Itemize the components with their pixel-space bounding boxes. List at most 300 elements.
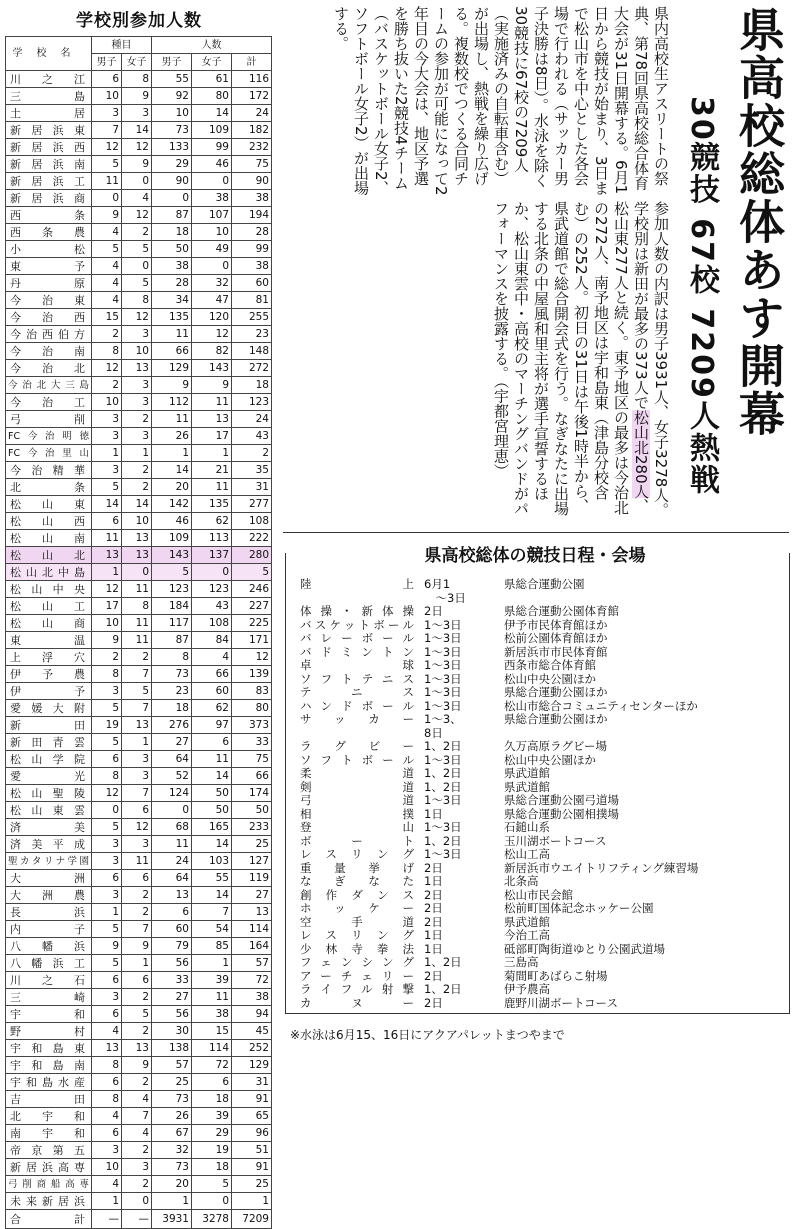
count-cell: 57 [152, 1057, 192, 1074]
count-cell: 4 [122, 1125, 152, 1142]
count-cell: 46 [192, 156, 232, 173]
count-cell: 10 [192, 224, 232, 241]
table-row [6, 1057, 272, 1074]
count-cell: 6 [92, 1125, 122, 1142]
schedule-item [300, 943, 780, 957]
count-cell: 19 [192, 1142, 232, 1159]
count-cell: 14 [192, 105, 232, 122]
count-cell: 99 [192, 139, 232, 156]
count-cell: 67 [152, 1125, 192, 1142]
school-name-cell: 川之石 [6, 972, 92, 989]
count-cell: 24 [152, 853, 192, 870]
school-name-cell: 新居浜南 [6, 156, 92, 173]
count-cell: 3 [92, 683, 122, 700]
schedule-dates: 1～3日 [424, 685, 462, 699]
count-cell: 2 [122, 1023, 152, 1040]
schedule-dates: 2日 [424, 995, 443, 1010]
count-cell: 0 [192, 564, 232, 581]
schedule-dates: 1、2日 [424, 779, 462, 794]
count-cell: 10 [92, 394, 122, 411]
count-cell: 4 [122, 190, 152, 207]
article-body-bottom [281, 201, 671, 521]
count-cell: 10 [92, 615, 122, 632]
count-cell: 23 [232, 326, 272, 343]
count-cell: 29 [192, 1125, 232, 1142]
header-school: 学校名 [6, 37, 92, 71]
count-cell: 32 [152, 1142, 192, 1159]
count-cell: 5 [92, 921, 122, 938]
count-cell: 182 [232, 122, 272, 139]
count-cell: 38 [232, 258, 272, 275]
count-cell: 8 [92, 1057, 122, 1074]
count-cell: 8 [152, 649, 192, 666]
school-name-cell: 宇和 [6, 1006, 92, 1023]
schedule-item [300, 916, 780, 930]
count-cell: 123 [192, 581, 232, 598]
count-cell: 7 [92, 122, 122, 139]
schedule-item [300, 835, 780, 849]
count-cell: 14 [192, 768, 232, 785]
count-cell: 2 [122, 479, 152, 496]
table-row [6, 122, 272, 139]
count-cell: 246 [232, 581, 272, 598]
count-cell: 14 [122, 496, 152, 513]
table-row [6, 1023, 272, 1040]
schedule-venue: 玉川湖ボートコース [504, 833, 607, 848]
schedule-sport: ラグビー [300, 739, 414, 753]
school-name-cell: FC今治里山 [6, 445, 92, 462]
article-body-top: 県内高校生アスリートの祭典、第78回県高校総合体育大会が31日開幕する。6月1日から競技が始まり、3日まで松山市を中心とした各会場で行われる（サッカー男子決勝は8日）。水泳を除く30競技に67校の7209人（実施済みの自転車含む）が出場し、熱戦を繰り広げる。複数校でつくる合同チームの参加が可能になって2年目の今大会は、地区予選を勝ち抜いた2競技4チーム（バスケットボール女子2、ソフトボール女子2）が出場する。 [332, 6, 670, 196]
schedule-item [300, 929, 780, 943]
count-cell: 12 [122, 207, 152, 224]
schedule-sport: ライフル射撃 [300, 982, 414, 996]
schedule-venue: 菊間町あばらこ射場 [504, 968, 608, 983]
schedule-sport: 剣道 [300, 779, 414, 794]
count-cell: 80 [192, 88, 232, 105]
school-name-cell: 新居浜西 [6, 139, 92, 156]
schedule-item [300, 619, 780, 633]
count-cell: 13 [122, 717, 152, 734]
count-cell: 164 [232, 938, 272, 955]
schedule-item [300, 956, 780, 970]
header-people-girls: 女子 [192, 54, 232, 71]
schedule-dates: 1～3日 [424, 752, 462, 767]
table-row [6, 1108, 272, 1125]
count-cell: 23 [152, 683, 192, 700]
count-cell: 127 [232, 853, 272, 870]
count-cell: 5 [122, 275, 152, 292]
count-cell: 99 [232, 241, 272, 258]
count-cell: 165 [192, 819, 232, 836]
count-cell: 5 [122, 683, 152, 700]
count-cell: 135 [192, 496, 232, 513]
count-cell: 10 [122, 513, 152, 530]
schedule-venue: 北条高 [504, 874, 539, 888]
count-cell: 2 [122, 224, 152, 241]
school-name-cell: 今治北 [6, 360, 92, 377]
schedule-item [300, 578, 780, 605]
count-cell: 27 [152, 734, 192, 751]
count-cell: 233 [232, 819, 272, 836]
count-cell: 14 [92, 496, 122, 513]
school-name-cell: 松山東 [6, 496, 92, 513]
count-cell: 2 [122, 887, 152, 904]
count-cell: 184 [152, 598, 192, 615]
school-name-cell: 上浮穴 [6, 649, 92, 666]
school-name-cell: 済美 [6, 819, 92, 836]
count-cell: 9 [92, 632, 122, 649]
count-cell: 2 [122, 1176, 152, 1193]
table-row [6, 751, 272, 768]
table-row [6, 190, 272, 207]
count-cell: 39 [192, 972, 232, 989]
count-cell: 33 [152, 972, 192, 989]
count-cell: 72 [232, 972, 272, 989]
school-name-cell: 松山南 [6, 530, 92, 547]
count-cell: 194 [232, 207, 272, 224]
article-body-text: 、松山東277人と続く。東予地区の最多は今治北の272人、南予地区は宇和島東（津島分校含む）の252人。初日の31日は午後1時半から、県武道館で総合開会式を行う。なぎなたに出場する北条の中屋風和里主将が選手宣誓するほか、松山東雲中・高校のマーチングバンドがパフォーマンスを披露する。（宇都宮理恵） [492, 201, 650, 516]
table-row [6, 972, 272, 989]
count-cell: 0 [152, 190, 192, 207]
header-events-boys: 男子 [92, 54, 122, 71]
count-cell: 5 [192, 1176, 232, 1193]
count-cell: 11 [122, 615, 152, 632]
schedule-venue: 西条市総合体育館 [504, 658, 596, 672]
table-row [6, 1040, 272, 1057]
schedule-venue: 三島高 [504, 955, 539, 969]
schedule-sport: 創作ダンス [300, 887, 414, 902]
schedule-sport: なぎなた [300, 874, 414, 888]
count-cell: 9 [122, 88, 152, 105]
schedule-dates: 2日 [424, 887, 443, 902]
count-cell: 114 [232, 921, 272, 938]
schedule-item [300, 848, 780, 862]
count-cell: 11 [122, 581, 152, 598]
schedule-venue: 伊予市民体育館ほか [504, 617, 608, 632]
table-row [6, 717, 272, 734]
count-cell: 28 [232, 224, 272, 241]
count-cell: 107 [192, 207, 232, 224]
count-cell: 96 [232, 1125, 272, 1142]
count-cell: 3 [92, 887, 122, 904]
schedule-item [300, 605, 780, 619]
count-cell: 109 [192, 122, 232, 139]
count-cell: 123 [152, 581, 192, 598]
count-cell: 75 [232, 156, 272, 173]
school-name-cell: 宇和島南 [6, 1057, 92, 1074]
schedule-item [300, 767, 780, 781]
count-cell: 11 [152, 836, 192, 853]
count-cell: 15 [192, 1023, 232, 1040]
count-cell: 6 [92, 71, 122, 88]
count-cell: 120 [192, 309, 232, 326]
school-name-cell: 大洲 [6, 870, 92, 887]
table-row [6, 700, 272, 717]
count-cell: 4 [92, 292, 122, 309]
schedule-sport: 陸上 [300, 577, 414, 591]
count-cell: 4 [92, 224, 122, 241]
count-cell: 66 [192, 666, 232, 683]
count-cell: 0 [92, 802, 122, 819]
headline: 県高校総体あす開幕 [732, 6, 786, 438]
schedule-venue: 鹿野川湖ボートコース [504, 995, 618, 1010]
table-row [6, 836, 272, 853]
table-row [6, 343, 272, 360]
table-row [6, 241, 272, 258]
highlighted-text: 松山北280人 [632, 409, 650, 499]
count-cell: 12 [122, 139, 152, 156]
schedule-sport: 柔道 [300, 766, 414, 780]
school-name-cell: 弓削 [6, 411, 92, 428]
count-cell: 10 [92, 88, 122, 105]
table-row [6, 292, 272, 309]
count-cell: 13 [122, 360, 152, 377]
table-row [6, 428, 272, 445]
school-name-cell: 吉田 [6, 1091, 92, 1108]
schedule-sport: ソフトボール [300, 752, 414, 767]
schedule-sport: バスケットボール [300, 617, 414, 632]
count-cell: 123 [232, 394, 272, 411]
count-cell: 29 [152, 156, 192, 173]
count-cell: 9 [92, 938, 122, 955]
count-cell: — [92, 1210, 122, 1229]
count-cell: 26 [152, 1108, 192, 1125]
count-cell: 85 [192, 938, 232, 955]
count-cell: 2 [122, 462, 152, 479]
count-cell: 12 [92, 785, 122, 802]
table-row [6, 938, 272, 955]
schedule-sport: アーチェリー [300, 968, 414, 983]
count-cell: 0 [192, 258, 232, 275]
school-name-cell: 新田 [6, 717, 92, 734]
count-cell: 3 [92, 428, 122, 445]
count-cell: 61 [192, 71, 232, 88]
count-cell: 90 [152, 173, 192, 190]
count-cell: 25 [232, 836, 272, 853]
count-cell: 73 [152, 1159, 192, 1176]
count-cell: 373 [232, 717, 272, 734]
count-cell: 3 [122, 377, 152, 394]
count-cell: 2 [92, 649, 122, 666]
schedule-item [300, 821, 780, 835]
table-row [6, 173, 272, 190]
school-name-cell: 松山北中島 [6, 564, 92, 581]
table-row [6, 887, 272, 904]
table-row [6, 734, 272, 751]
school-name-cell: 松山学院 [6, 751, 92, 768]
count-cell: 45 [232, 1023, 272, 1040]
count-cell: 3 [92, 836, 122, 853]
count-cell: 0 [122, 258, 152, 275]
school-name-cell: 今治精華 [6, 462, 92, 479]
count-cell: 4 [92, 275, 122, 292]
count-cell: 38 [192, 1006, 232, 1023]
count-cell: 87 [152, 632, 192, 649]
count-cell: 11 [192, 479, 232, 496]
schedule-sport: バドミントン [300, 644, 414, 659]
table-row [6, 683, 272, 700]
count-cell: 7 [122, 666, 152, 683]
schedule-dates: 1、2日 [424, 766, 462, 780]
count-cell: 7 [192, 904, 232, 921]
count-cell: 91 [232, 1159, 272, 1176]
count-cell: 10 [152, 105, 192, 122]
schedule-venue: 松前公園体育館ほか [504, 631, 608, 645]
school-name-cell: 済美平成 [6, 836, 92, 853]
schedule-dates: 1～3日 [424, 793, 462, 807]
table-row [6, 496, 272, 513]
count-cell: 56 [152, 1006, 192, 1023]
count-cell: 135 [152, 309, 192, 326]
table-row [6, 989, 272, 1006]
schedule-dates: 6月1 ～3日 [424, 577, 466, 605]
count-cell: 8 [122, 71, 152, 88]
count-cell: 114 [192, 1040, 232, 1057]
schedule-venue: 伊予農高 [504, 982, 550, 996]
count-cell: 1 [92, 904, 122, 921]
count-cell: 11 [92, 173, 122, 190]
table-row [6, 394, 272, 411]
table-row [6, 88, 272, 105]
count-cell: 34 [152, 292, 192, 309]
count-cell: 13 [122, 530, 152, 547]
table-row [6, 853, 272, 870]
schedule-dates: 1～3日 [424, 698, 462, 713]
count-cell: 82 [192, 343, 232, 360]
count-cell: 38 [192, 190, 232, 207]
schedule-venue: 県総合運動公園ほか [504, 685, 608, 699]
count-cell: 21 [192, 462, 232, 479]
count-cell: 75 [232, 751, 272, 768]
count-cell: 2 [92, 377, 122, 394]
school-name-cell: 東温 [6, 632, 92, 649]
schedule-dates: 1日 [424, 806, 443, 821]
count-cell: 19 [92, 717, 122, 734]
count-cell: 66 [232, 768, 272, 785]
count-cell: 1 [92, 445, 122, 462]
count-cell: 3 [122, 394, 152, 411]
count-cell: 9 [152, 377, 192, 394]
count-cell: 3 [92, 105, 122, 122]
count-cell: 4 [92, 1176, 122, 1193]
schedule-item [300, 673, 780, 687]
table-row [6, 326, 272, 343]
school-name-cell: 未来新居浜 [6, 1193, 92, 1210]
count-cell: 276 [152, 717, 192, 734]
table-row [6, 207, 272, 224]
count-cell: 20 [152, 1176, 192, 1193]
count-cell: 6 [92, 751, 122, 768]
count-cell: 6 [122, 972, 152, 989]
schedule-item [300, 646, 780, 660]
count-cell: 13 [232, 904, 272, 921]
school-name-cell: 今治北大三島 [6, 377, 92, 394]
schedule-item [300, 700, 780, 714]
schedule-title [300, 541, 770, 566]
count-cell: 12 [122, 819, 152, 836]
count-cell: 7 [122, 785, 152, 802]
count-cell: 4 [92, 1108, 122, 1125]
schedule-dates: 1、2日 [424, 833, 462, 848]
count-cell: 3 [122, 428, 152, 445]
count-cell: 113 [192, 530, 232, 547]
school-name-cell: 西条 [6, 207, 92, 224]
schedule-sport: 重量挙げ [300, 860, 414, 875]
schedule-dates: 1～3日 [424, 644, 462, 659]
table-row [6, 139, 272, 156]
count-cell: 4 [192, 649, 232, 666]
school-name-cell: 内子 [6, 921, 92, 938]
school-name-cell: 丹原 [6, 275, 92, 292]
count-cell: 0 [92, 190, 122, 207]
schedule-item [300, 997, 780, 1011]
school-name-cell: 東予 [6, 258, 92, 275]
school-name-cell: 伊予農 [6, 666, 92, 683]
school-name-cell: 松山工 [6, 598, 92, 615]
count-cell: 5 [92, 700, 122, 717]
table-row [6, 360, 272, 377]
table-row [6, 1074, 272, 1091]
count-cell: 73 [152, 122, 192, 139]
school-name-cell: 新田青雲 [6, 734, 92, 751]
count-cell: 6 [92, 1074, 122, 1091]
schedule-list [300, 578, 780, 1010]
count-cell: 55 [192, 870, 232, 887]
schedule-venue: 石鎚山系 [504, 820, 550, 834]
count-cell: 91 [232, 1091, 272, 1108]
count-cell: 5 [122, 241, 152, 258]
count-cell: 83 [232, 683, 272, 700]
count-cell: 124 [152, 785, 192, 802]
schedule-venue: 松山市総合コミュニティセンターほか [504, 698, 698, 713]
schedule-sport: ボート [300, 833, 414, 848]
count-cell: 103 [192, 853, 232, 870]
table-row [6, 802, 272, 819]
table-row [6, 71, 272, 88]
table-row [6, 377, 272, 394]
count-cell: 13 [92, 547, 122, 564]
school-name-cell: 伊予 [6, 683, 92, 700]
schedule-dates: 1～3日 [424, 847, 462, 861]
count-cell: 2 [92, 326, 122, 343]
count-cell: 7 [122, 1108, 152, 1125]
count-cell: 225 [232, 615, 272, 632]
count-cell: 50 [232, 802, 272, 819]
table-row [6, 479, 272, 496]
count-cell: 6 [152, 904, 192, 921]
school-name-cell: 三崎 [6, 989, 92, 1006]
count-cell: 8 [92, 666, 122, 683]
schedule-sport: カヌー [300, 995, 414, 1010]
count-cell: 62 [192, 700, 232, 717]
count-cell: 3 [122, 768, 152, 785]
count-cell: 11 [122, 632, 152, 649]
count-cell: 6 [192, 734, 232, 751]
count-cell: 17 [92, 598, 122, 615]
count-cell: 2 [122, 989, 152, 1006]
schedule-venue: 砥部町陶街道ゆとり公園武道場 [504, 941, 665, 956]
table-row [6, 870, 272, 887]
table-row [6, 411, 272, 428]
count-cell: 8 [92, 343, 122, 360]
count-cell: 60 [192, 683, 232, 700]
schedule-sport: 相撲 [300, 806, 414, 821]
count-cell: 13 [92, 1040, 122, 1057]
count-cell: 73 [152, 666, 192, 683]
count-cell: 129 [232, 1057, 272, 1074]
count-cell: 8 [92, 768, 122, 785]
count-cell: 148 [232, 343, 272, 360]
